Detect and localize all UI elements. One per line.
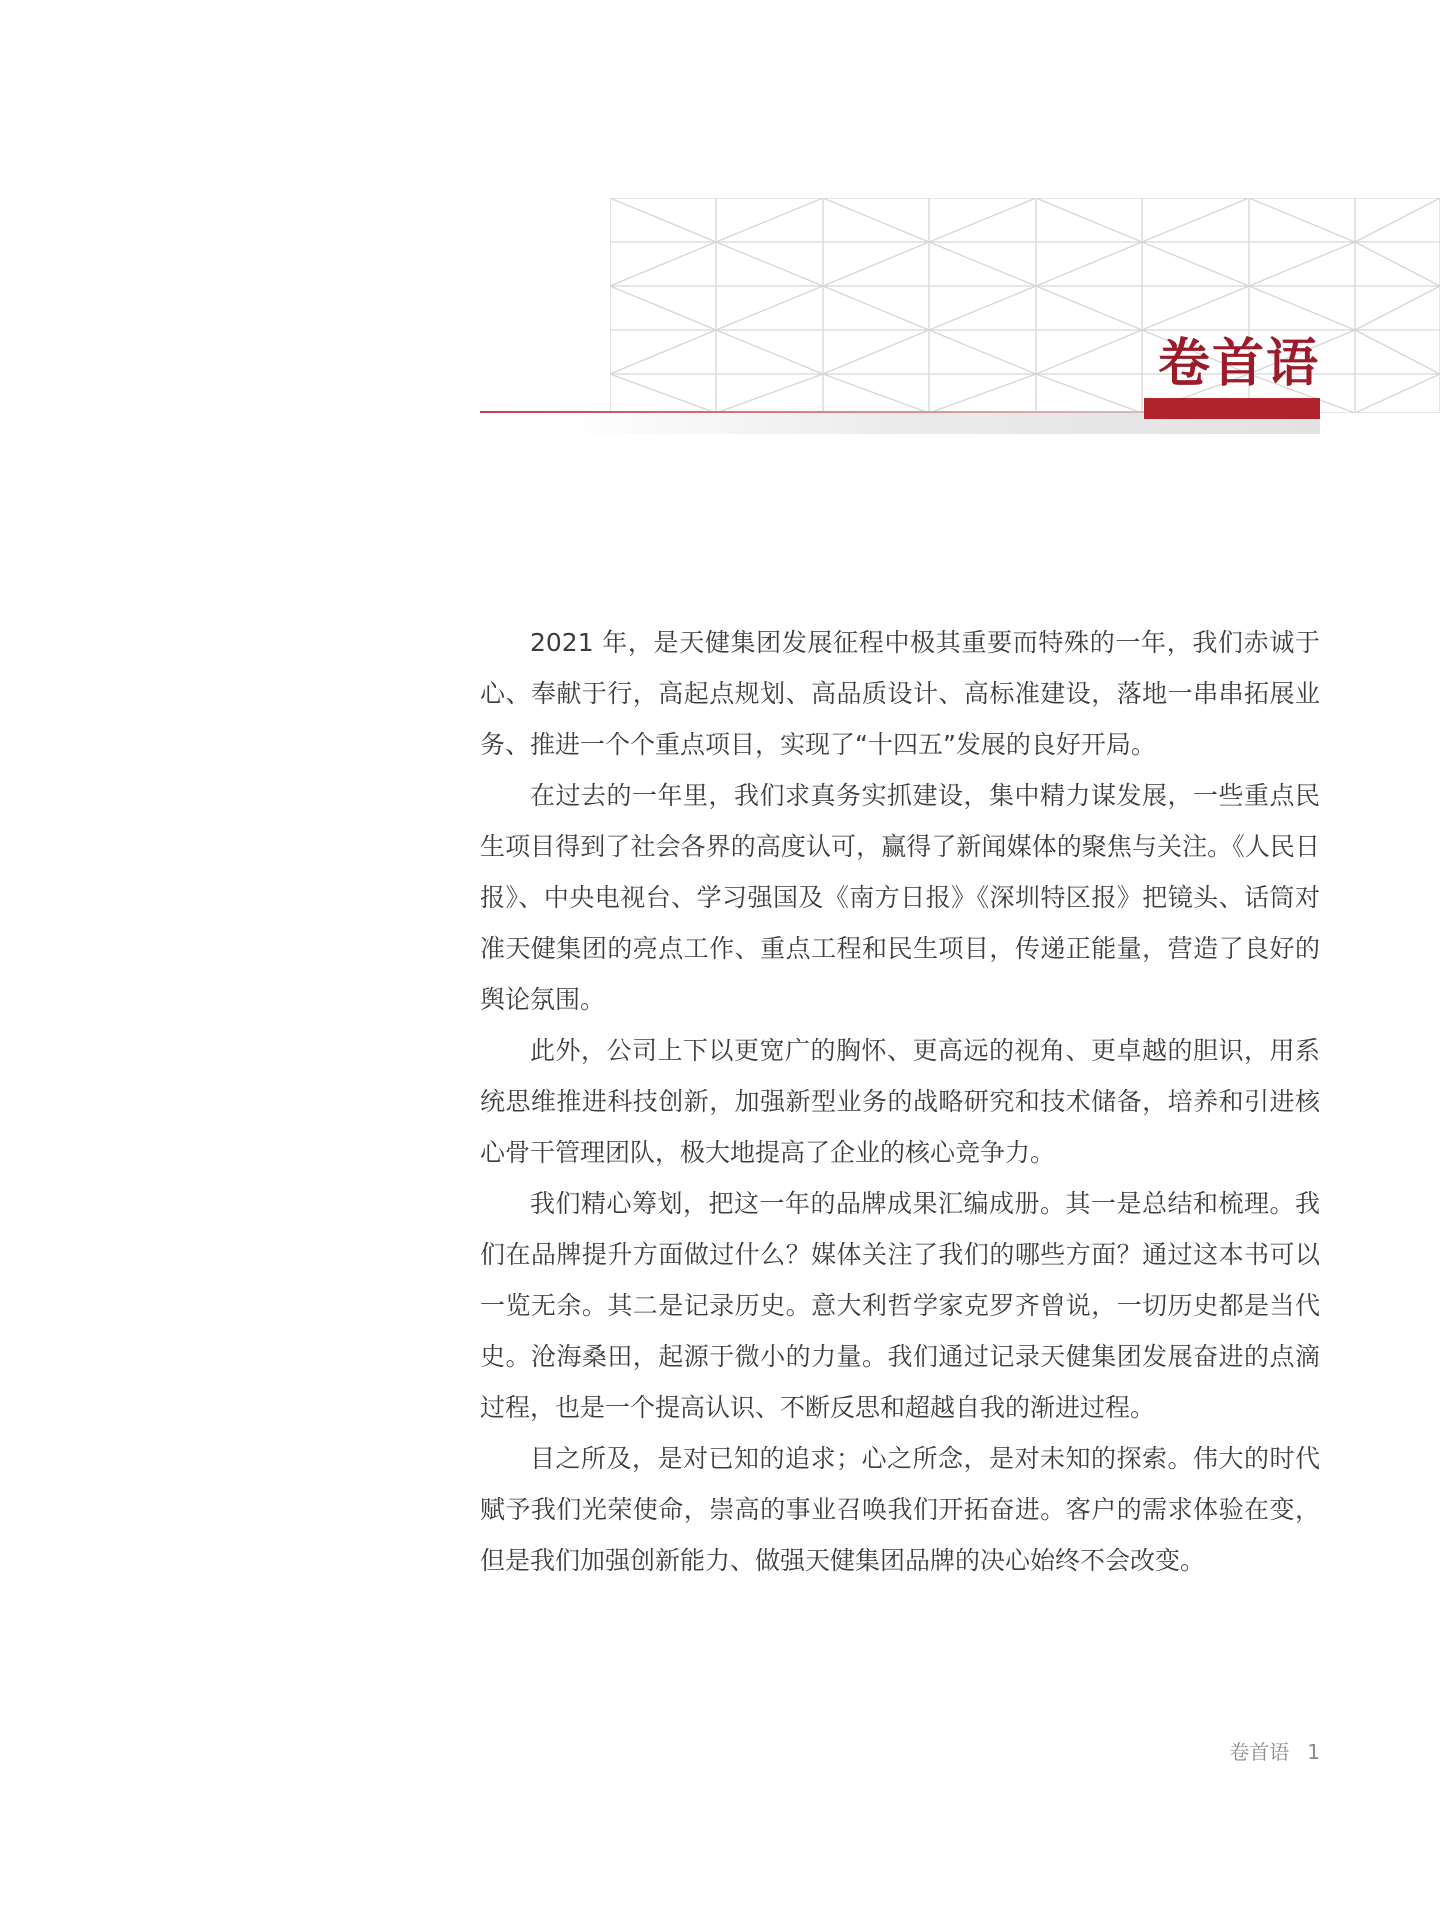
pattern-line [1036,286,1142,330]
pattern-line [610,286,716,330]
page-footer [1180,1737,1320,1767]
pattern-line [1036,198,1142,242]
pattern-line [716,330,823,374]
pattern-line [1355,330,1440,374]
pattern-line [1142,242,1249,286]
footer-section-label: 卷首语 [1229,1740,1290,1764]
page-title: 卷首语 [1157,333,1320,394]
pattern-line [1249,242,1355,286]
pattern-line [823,374,929,413]
pattern-line [610,198,716,242]
pattern-line [929,286,1036,330]
pattern-line [1142,198,1249,242]
title-accent-bar [1144,398,1320,419]
pattern-line [929,242,1036,286]
pattern-line [716,242,823,286]
pattern-line [1249,198,1355,242]
pattern-line [823,330,929,374]
pattern-line [610,242,716,286]
pattern-line [823,286,929,330]
pattern-line [610,374,716,413]
pattern-line [1142,286,1249,330]
paragraph: 我们精心筹划，把这一年的品牌成果汇编成册。其一是总结和梳理。我们在品牌提升方面做过什么？媒体关注了我们的哪些方面？通过这本书可以一览无余。其二是记录历史。意大利哲学家克罗齐曾说，一切历史都是当代史。沧海桑田，起源于微小的力量。我们通过记录天健集团发展奋进的点滴过程，也是一个提高认识、不断反思和超越自我的渐进过程。 [480,1189,1320,1422]
pattern-line [1249,286,1355,330]
paragraph: 在过去的一年里，我们求真务实抓建设，集中精力谋发展，一些重点民生项目得到了社会各界的高度认可，赢得了新闻媒体的聚焦与关注。《人民日报》、中央电视台、学习强国及《南方日报》《深圳特区报》把镜头、话筒对准天健集团的亮点工作、重点工程和民生项目，传递正能量，营造了良好的舆论氛围。 [480,781,1320,1014]
paragraph: 此外，公司上下以更宽广的胸怀、更高远的视角、更卓越的胆识，用系统思维推进科技创新，加强新型业务的战略研究和技术储备，培养和引进核心骨干管理团队，极大地提高了企业的核心竞争力。 [480,1036,1320,1167]
pattern-line [610,330,716,374]
paragraph: 目之所及，是对已知的追求；心之所念，是对未知的探索。伟大的时代赋予我们光荣使命，崇高的事业召唤我们开拓奋进。客户的需求体验在变，但是我们加强创新能力、做强天健集团品牌的决心始终不会改变。 [480,1444,1320,1575]
pattern-line [929,330,1036,374]
pattern-line [1036,330,1142,374]
pattern-line [1036,374,1142,413]
pattern-line [823,242,929,286]
pattern-line [716,286,823,330]
pattern-line [1036,242,1142,286]
pattern-line [1355,286,1440,330]
pattern-line [929,374,1036,413]
paragraph: 2021 年，是天健集团发展征程中极其重要而特殊的一年，我们赤诚于心、奉献于行，高起点规划、高品质设计、高标准建设，落地一串串拓展业务、推进一个个重点项目，实现了“十四五”发展的良好开局。 [480,628,1320,759]
pattern-line [823,198,929,242]
page-number: 1 [1307,1740,1320,1764]
pattern-line [716,374,823,413]
pattern-line [1355,242,1440,286]
pattern-line [1355,198,1440,242]
pattern-line [929,198,1036,242]
pattern-line [716,198,823,242]
article-body [480,617,1320,1586]
pattern-line [1355,374,1440,413]
